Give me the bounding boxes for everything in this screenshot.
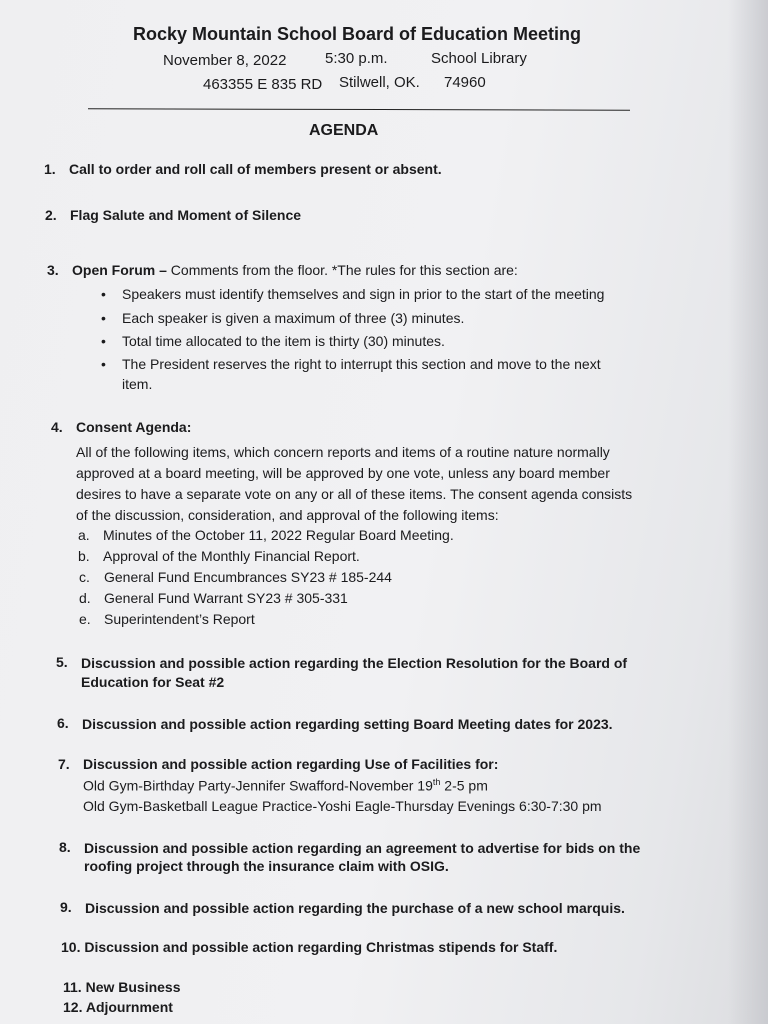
bullet-dot: • [101,310,106,326]
item-8-line-2: roofing project through the insurance claim with OSIG. [84,858,449,874]
item-4-sub-a-letter: a. [78,527,90,543]
item-11-text: 11. New Business [63,979,181,995]
item-1-number: 1. [44,161,56,177]
item-4-sub-d: General Fund Warrant SY23 # 305-331 [104,590,348,606]
item-4-number: 4. [51,419,63,435]
item-7-facility-2: Old Gym-Basketball League Practice-Yoshi Eagle-Thursday Evenings 6:30-7:30 pm [83,798,602,814]
item-4-sub-a: Minutes of the October 11, 2022 Regular Board Meeting. [103,527,454,543]
item-5-number: 5. [56,654,68,670]
item-7-facility-1 [83,777,488,794]
item-3-bullet-1: Speakers must identify themselves and sign in prior to the start of the meeting [122,286,605,302]
item-9-text: Discussion and possible action regarding the purchase of a new school marquis. [85,900,625,916]
item-3-bullet-2: Each speaker is given a maximum of three (3) minutes. [122,310,465,326]
item-3-bullet-4: The President reserves the right to interrupt this section and move to the next [122,356,601,372]
item-4-sub-b: Approval of the Monthly Financial Report. [103,548,360,564]
item-4-para-line-1: All of the following items, which concern reports and items of a routine nature normally [76,444,610,460]
item-6-number: 6. [57,715,69,731]
item-3-number: 3. [47,262,59,278]
item-10-text: 10. Discussion and possible action regarding Christmas stipends for Staff. [61,939,558,955]
item-5-line-2: Education for Seat #2 [81,674,225,690]
item-4-sub-e: Superintendent’s Report [104,611,255,627]
item-7-facility-1-time: 2-5 pm [440,777,488,794]
item-4-sub-c: General Fund Encumbrances SY23 # 185-244 [104,569,392,585]
item-4-sub-b-letter: b. [78,548,90,564]
item-8-number: 8. [59,839,71,855]
item-4-para-line-3: desires to have a separate vote on any or all of these items. The consent agenda consists [76,486,633,502]
item-3-text: Comments from the floor. *The rules for this section are: [166,262,518,278]
item-4-para-line-4: of the discussion, consideration, and approval of the following items: [76,507,499,523]
header-divider [88,108,630,110]
item-5-line-1: Discussion and possible action regarding the Election Resolution for the Board of [81,655,628,671]
item-3-line [72,262,518,278]
item-4-para-line-2: approved at a board meeting, will be approved by one vote, unless any board member [76,465,610,481]
item-3-bullet-3: Total time allocated to the item is thirty (30) minutes. [122,333,445,349]
bullet-dot: • [101,333,106,349]
item-7-number: 7. [58,756,70,772]
bullet-dot: • [101,286,106,302]
item-9-number: 9. [60,899,72,915]
item-4-label: Consent Agenda: [76,419,192,435]
item-2-text: Flag Salute and Moment of Silence [70,207,302,223]
item-7-facility-1-sup: th [432,777,441,787]
document-title: Rocky Mountain School Board of Education Meeting [133,24,582,44]
item-1-text: Call to order and roll call of members present or absent. [69,161,442,177]
item-8-line-1: Discussion and possible action regarding an agreement to advertise for bids on the [84,840,641,856]
meeting-city: Stilwell, OK. [339,74,420,91]
page-shadow [728,0,768,1024]
item-3-bullet-4-cont: item. [122,376,153,392]
meeting-address: 463355 E 835 RD [203,76,323,93]
item-4-sub-d-letter: d. [79,590,91,606]
item-2-number: 2. [45,207,57,223]
agenda-heading: AGENDA [309,122,379,139]
item-4-sub-c-letter: c. [79,569,90,585]
item-3-label: Open Forum – [72,262,167,278]
meeting-date: November 8, 2022 [163,52,287,69]
meeting-zip: 74960 [444,74,486,91]
item-6-text: Discussion and possible action regarding setting Board Meeting dates for 2023. [82,716,613,732]
item-12-text: 12. Adjournment [63,999,173,1015]
item-7-text: Discussion and possible action regarding Use of Facilities for: [83,756,499,772]
item-4-sub-e-letter: e. [79,611,91,627]
meeting-time: 5:30 p.m. [325,50,388,67]
meeting-location: School Library [431,50,527,67]
bullet-dot: • [101,356,106,372]
item-7-facility-1-text: Old Gym-Birthday Party-Jennifer Swafford-November 19 [83,777,433,794]
